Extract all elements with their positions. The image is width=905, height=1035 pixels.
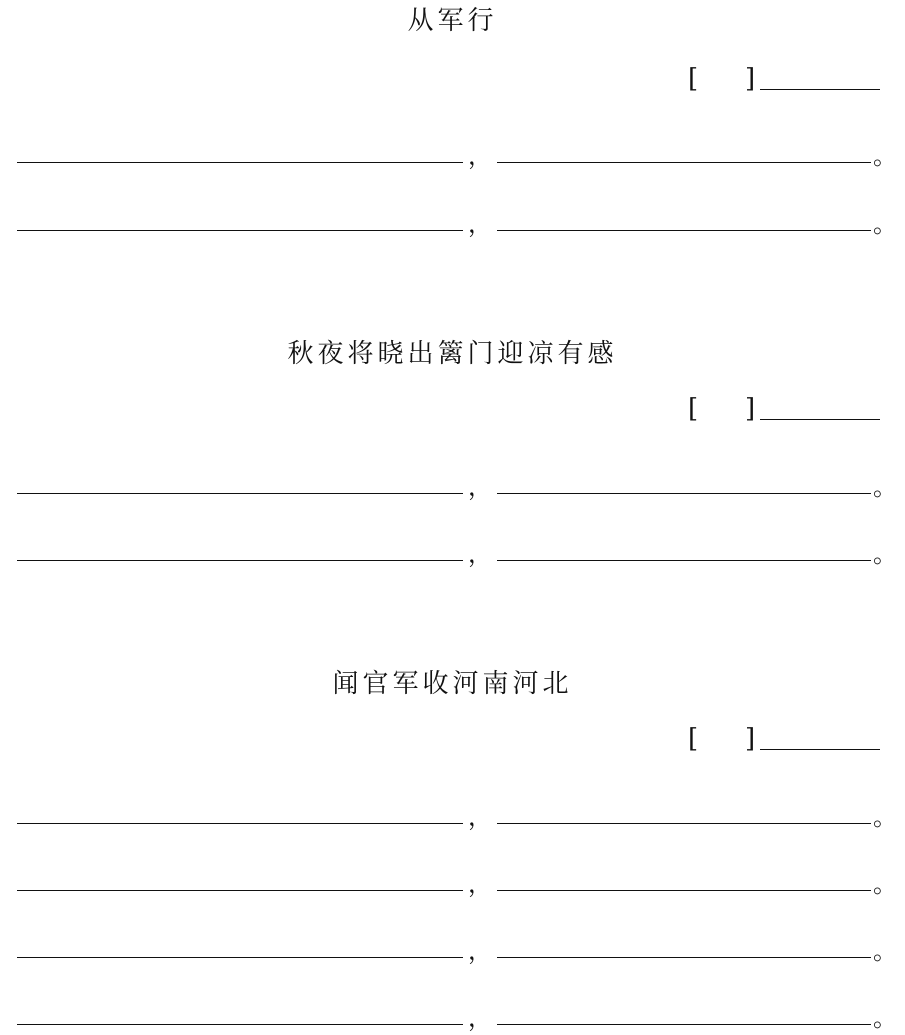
first-half-blank[interactable] [17,230,463,231]
comma: ， [468,540,492,568]
comma: ， [468,473,492,501]
second-half-blank[interactable] [497,823,871,824]
first-half-blank[interactable] [17,1024,463,1025]
second-half-blank[interactable] [497,1024,871,1025]
bracket-open: [ [688,64,699,94]
period: 。 [873,210,897,238]
comma: ， [468,210,492,238]
second-half-blank[interactable] [497,493,871,494]
second-half-blank[interactable] [497,560,871,561]
first-half-blank[interactable] [17,823,463,824]
comma: ， [468,1004,492,1032]
comma: ， [468,937,492,965]
bracket-close: ] [745,394,756,424]
period: 。 [873,473,897,501]
bracket-close: ] [745,724,756,754]
period: 。 [873,803,897,831]
poem-title: 秋夜将晓出篱门迎凉有感 [287,339,618,369]
comma: ， [468,142,492,170]
first-half-blank[interactable] [17,493,463,494]
first-half-blank[interactable] [17,890,463,891]
first-half-blank[interactable] [17,162,463,163]
poem-title: 闻官军收河南河北 [332,669,573,699]
comma: ， [468,870,492,898]
second-half-blank[interactable] [497,890,871,891]
comma: ， [468,803,492,831]
second-half-blank[interactable] [497,230,871,231]
bracket-open: [ [688,724,699,754]
period: 。 [873,1004,897,1032]
author-line[interactable] [760,89,880,90]
bracket-open: [ [688,394,699,424]
period: 。 [873,937,897,965]
second-half-blank[interactable] [497,957,871,958]
bracket-close: ] [745,64,756,94]
period: 。 [873,540,897,568]
poem-title: 从军行 [407,6,498,36]
first-half-blank[interactable] [17,957,463,958]
period: 。 [873,870,897,898]
author-line[interactable] [760,419,880,420]
period: 。 [873,142,897,170]
author-line[interactable] [760,749,880,750]
second-half-blank[interactable] [497,162,871,163]
first-half-blank[interactable] [17,560,463,561]
